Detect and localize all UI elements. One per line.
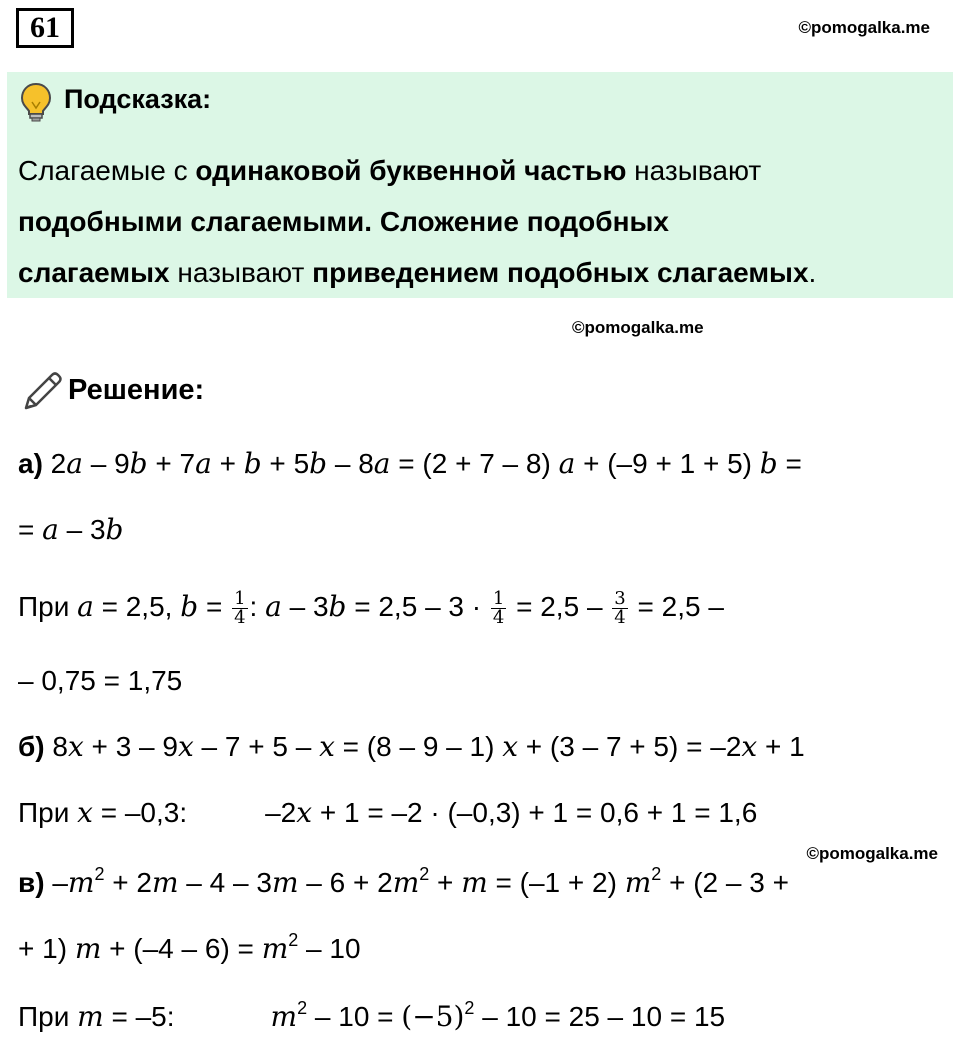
hint-text (18, 145, 816, 298)
fraction: $\frac{1}{4}$ (234, 588, 246, 629)
solution-b-line-2: При x = –0,3: –2x + 1 = –2 · (–0,3) + 1 = 0,6 + 1 = 1,6 (18, 796, 758, 829)
hint-title: Подсказка: (64, 84, 212, 114)
solution-c-line-2: + 1) $m + (-4 - 6) = m^2 - 10$ (18, 930, 361, 965)
watermark-3: ©pomogalka.me (806, 844, 938, 863)
fraction: $\frac{1}{4}$ (492, 588, 505, 629)
solution-c-line-3: При m = –5: $m^2 - 10 = (-5)^2 - 10 = 25 - 10 = 15$ (18, 998, 726, 1033)
lightbulb-icon (20, 82, 52, 127)
hint-line-2: подобными слагаемыми. Сложение подобных (18, 206, 669, 237)
solution-a-line-2: = a – 3b (18, 513, 124, 546)
solution-title: Решение: (68, 374, 205, 406)
pencil-icon (20, 370, 64, 419)
watermark-2: ©pomogalka.me (572, 318, 704, 337)
solution-c-line-1: в) $-m^2 + 2m - 4 - 3m - 6 + 2m^2 + m = (-1 + 2) m^2 + (2 - 3$ + (18, 864, 789, 899)
solution-b-line-1: б) 8x + 3 – 9x – 7 + 5 – x = (8 – 9 – 1) x + (3 – 7 + 5) = –2x + 1 (18, 730, 805, 763)
task-number: 61 (16, 8, 74, 48)
hint-line-3: слагаемых называют приведением подобных слагаемых. (18, 257, 817, 288)
solution-a-line-3: При a = 2,5, b = $\frac{1}{4}$ : a – 3b = 2,5 – 3 · $\frac{1}{4}$ = 2,5 – $\frac{3}{4}$ = 2,5 – (18, 588, 724, 629)
watermark: ©pomogalka.me (798, 18, 930, 37)
solution-a-line-4: – 0,75 = 1,75 (18, 665, 183, 696)
hint-line-1: Слагаемые с одинаковой буквенной частью называют (18, 155, 762, 186)
solution-a-line-1: а) 2a – 9b + 7a + b + 5b – 8a = (2 + 7 – 8) a + (–9 + 1 + 5) b = (18, 447, 802, 480)
fraction: $\frac{3}{4}$ (614, 588, 626, 629)
